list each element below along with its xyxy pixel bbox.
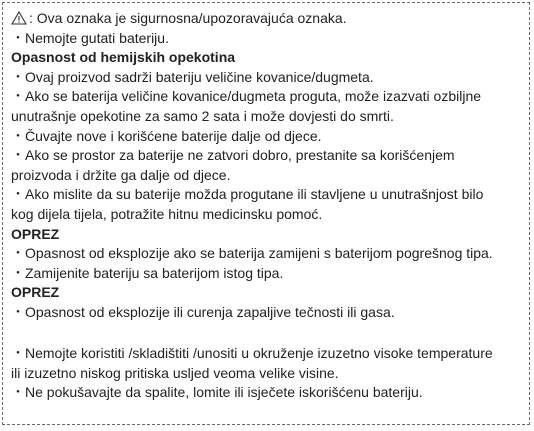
warning-line: ・Čuvajte nove i korišćene baterije dalje od djece. [11,127,322,144]
warning-content [11,9,528,403]
warning-line: proizvoda i držite ga dalje od djece. [11,166,231,183]
warning-line: ・Opasnost od eksplozije ako se baterija zamijeni s baterijom pogrešnog tipa. [11,245,493,262]
warning-line: ili izuzetno niskog pritiska usljed veoma velike visine. [11,364,339,381]
warning-line: ・Ovaj proizvod sadrži bateriju veličine kovanice/dugmeta. [11,68,374,85]
warning-line: ・Ako se prostor za baterije ne zatvori dobro, prestanite sa korišćenjem [11,147,455,164]
warning-triangle-icon [11,11,27,25]
warning-line: ・Nemojte koristiti /skladištiti /unositi u okruženje izuzetno visoke temperature [11,345,493,361]
warning-line: ・Ako se baterija veličine kovanice/dugmeta proguta, može izazvati ozbiljne [11,88,482,105]
warning-line: ・Zamijenite bateriju sa baterijom istog tipa. [11,264,284,281]
warning-line: kog dijela tijela, potražite hitnu medicinsku pomoć. [11,205,323,222]
paragraph-gap [11,323,528,345]
warning-header [11,9,528,29]
warning-line: ・Nemojte gutati bateriju. [11,29,169,46]
warning-header-text: : Ova oznaka je sigurnosna/upozoravajuća oznaka. [29,10,347,26]
warning-line: unutrašnje opekotine za samo 2 sata i može dovjesti do smrti. [11,107,394,124]
warning-line: ・Ne pokušavajte da spalite, lomite ili isječete iskorišćenu bateriju. [11,384,423,401]
warning-lines [11,29,528,403]
section-heading: OPREZ [11,225,60,242]
warning-line: ・Ako mislite da su baterije možda progutane ili stavljene u unutrašnjost bilo [11,186,484,203]
section-heading: OPREZ [11,284,60,301]
warning-line: ・Opasnost od eksplozije ili curenja zapaljive tečnosti ili gasa. [11,303,395,320]
section-heading: Opasnost od hemijskih opekotina [11,49,236,66]
